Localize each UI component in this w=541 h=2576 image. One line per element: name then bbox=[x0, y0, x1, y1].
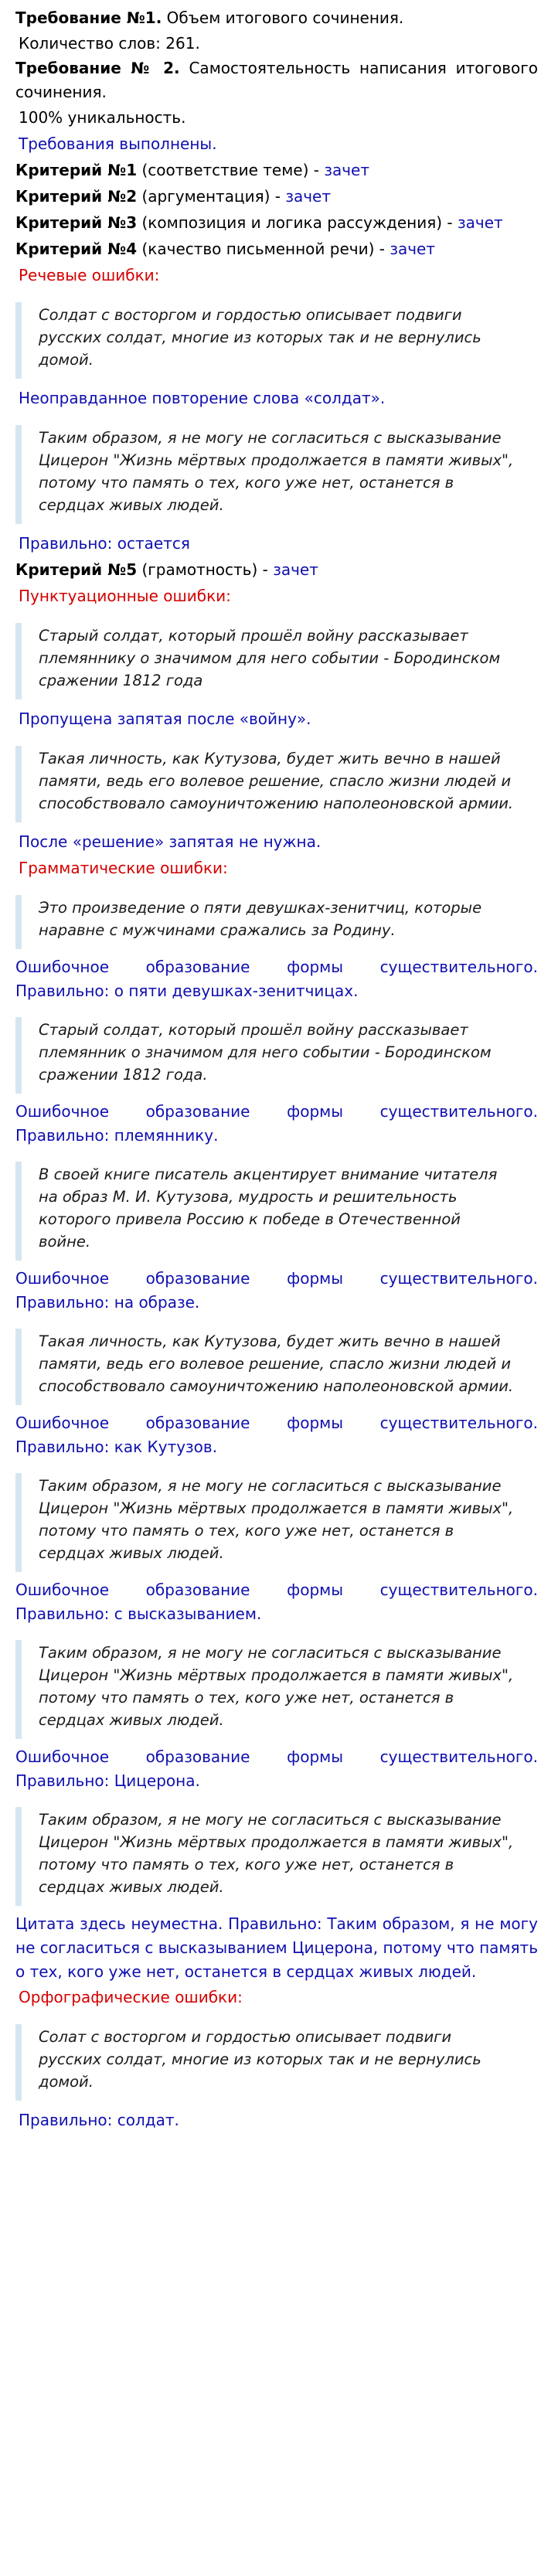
speech-comment-2: Правильно: остается bbox=[19, 534, 190, 553]
grammar-comment-3: Ошибочное образование формы существительного. Правильно: на образе. bbox=[15, 1269, 538, 1312]
grammar-quote-5: Таким образом, я не могу не согласиться с высказывание Цицерон "Жизнь мёртвых продолжается в памяти живых", потому что память о тех, кого уже нет, останется в сердцах живых людей. bbox=[15, 1473, 538, 1566]
criterion-3-label: Критерий №3 bbox=[15, 213, 138, 232]
criterion-3-desc: (композиция и логика рассуждения) - bbox=[137, 213, 458, 232]
punctuation-errors-heading: Пунктуационные ошибки: bbox=[19, 587, 231, 605]
grammar-comment-7: Цитата здесь неуместна. Правильно: Таким образом, я не могу не согласиться с высказыванием Цицерона, потому что память о тех, кого уже нет, останется в сердцах живых людей. bbox=[15, 1914, 538, 1981]
punctuation-quote-1: Старый солдат, который прошёл войну рассказывает племяннику о значимом для него событии - Бородинском сражении 1812 года bbox=[15, 623, 538, 693]
grammar-errors-heading: Грамматические ошибки: bbox=[19, 859, 228, 877]
criterion-1-label: Критерий №1 bbox=[15, 161, 138, 179]
grammar-comment-5: Ошибочное образование формы существительного. Правильно: с высказыванием. bbox=[15, 1581, 538, 1623]
requirements-done: Требования выполнены. bbox=[19, 134, 217, 153]
criterion-2-desc: (аргументация) - bbox=[137, 187, 286, 206]
criterion-4-label: Критерий №4 bbox=[15, 240, 138, 258]
criterion-5-label: Критерий №5 bbox=[15, 560, 138, 579]
grammar-quote-6: Таким образом, я не могу не согласиться с высказывание Цицерон "Жизнь мёртвых продолжается в памяти живых", потому что память о тех, кого уже нет, останется в сердцах живых людей. bbox=[15, 1640, 538, 1733]
grammar-quote-1: Это произведение о пяти девушках-зенитчиц, которые наравне с мужчинами сражались за Родину. bbox=[15, 895, 538, 943]
requirement-1-label: Требование №1. bbox=[15, 9, 162, 27]
criterion-1 bbox=[15, 157, 538, 183]
criterion-2-label: Критерий №2 bbox=[15, 187, 138, 206]
grammar-quote-3: В своей книге писатель акцентирует внимание читателя на образ М. И. Кутузова, мудрость и решительность которого привела Россию к победе в Отечественной войне. bbox=[15, 1162, 538, 1254]
grammar-comment-6: Ошибочное образование формы существительного. Правильно: Цицерона. bbox=[15, 1747, 538, 1790]
grammar-comment-1: Ошибочное образование формы существительного. Правильно: о пяти девушках-зенитчицах. bbox=[15, 958, 538, 1000]
speech-comment-1: Неоправданное повторение слова «солдат». bbox=[19, 389, 386, 407]
criterion-4-desc: (качество письменной речи) - bbox=[137, 240, 390, 258]
criterion-4-status: зачет bbox=[390, 240, 435, 258]
spelling-errors-heading: Орфографические ошибки: bbox=[19, 1988, 243, 2006]
criterion-5 bbox=[15, 556, 538, 583]
criterion-5-status: зачет bbox=[273, 560, 318, 579]
requirement-2 bbox=[15, 56, 538, 104]
word-count: Количество слов: 261. bbox=[19, 34, 200, 53]
criterion-2 bbox=[15, 183, 538, 209]
requirement-1-text: Объем итогового сочинения. bbox=[162, 9, 404, 27]
criterion-3 bbox=[15, 209, 538, 236]
punctuation-comment-2: После «решение» запятая не нужна. bbox=[19, 832, 322, 851]
requirement-2-label: Требование № 2. bbox=[15, 59, 180, 77]
criterion-1-desc: (соответствие теме) - bbox=[137, 161, 325, 179]
requirement-2-text: Самостоятельность написания итогового сочинения. bbox=[15, 59, 538, 101]
requirement-1 bbox=[15, 6, 538, 30]
grammar-comment-2: Ошибочное образование формы существительного. Правильно: племяннику. bbox=[15, 1102, 538, 1145]
spelling-quote-1: Солат с восторгом и гордостью описывает подвиги русских солдат, многие из которых так и не вернулись домой. bbox=[15, 2024, 538, 2094]
criterion-1-status: зачет bbox=[324, 161, 369, 179]
grammar-comment-4: Ошибочное образование формы существительного. Правильно: как Кутузов. bbox=[15, 1414, 538, 1456]
uniqueness: 100% уникальность. bbox=[19, 108, 186, 127]
spelling-comment-1: Правильно: солдат. bbox=[19, 2111, 179, 2129]
criterion-2-status: зачет bbox=[285, 187, 332, 206]
grammar-quote-4: Такая личность, как Кутузова, будет жить вечно в нашей памяти, ведь его волевое решение, спасло жизни людей и способствовало самоуничтожению наполеоновской армии. bbox=[15, 1329, 538, 1399]
essay-check-report bbox=[15, 6, 538, 2133]
punctuation-quote-2: Такая личность, как Кутузова, будет жить вечно в нашей памяти, ведь его волевое решение, спасло жизни людей и способствовало самоуничтожению наполеоновской армии. bbox=[15, 746, 538, 816]
criterion-5-desc: (грамотность) - bbox=[137, 560, 274, 579]
speech-quote-2: Таким образом, я не могу не согласиться с высказывание Цицерон "Жизнь мёртвых продолжается в памяти живых", потому что память о тех, кого уже нет, останется в сердцах живых людей. bbox=[15, 425, 538, 518]
grammar-quote-2: Старый солдат, который прошёл войну рассказывает племянник о значимом для него событии - Бородинском сражении 1812 года. bbox=[15, 1017, 538, 1087]
grammar-quote-7: Таким образом, я не могу не согласиться с высказывание Цицерон "Жизнь мёртвых продолжается в памяти живых", потому что память о тех, кого уже нет, останется в сердцах живых людей. bbox=[15, 1807, 538, 1900]
criterion-4 bbox=[15, 236, 538, 262]
punctuation-comment-1: Пропущена запятая после «войну». bbox=[19, 710, 311, 728]
criterion-3-status: зачет bbox=[457, 213, 503, 232]
speech-quote-1: Солдат с восторгом и гордостью описывает подвиги русских солдат, многие из которых так и не вернулись домой. bbox=[15, 302, 538, 373]
speech-errors-heading: Речевые ошибки: bbox=[19, 266, 160, 284]
